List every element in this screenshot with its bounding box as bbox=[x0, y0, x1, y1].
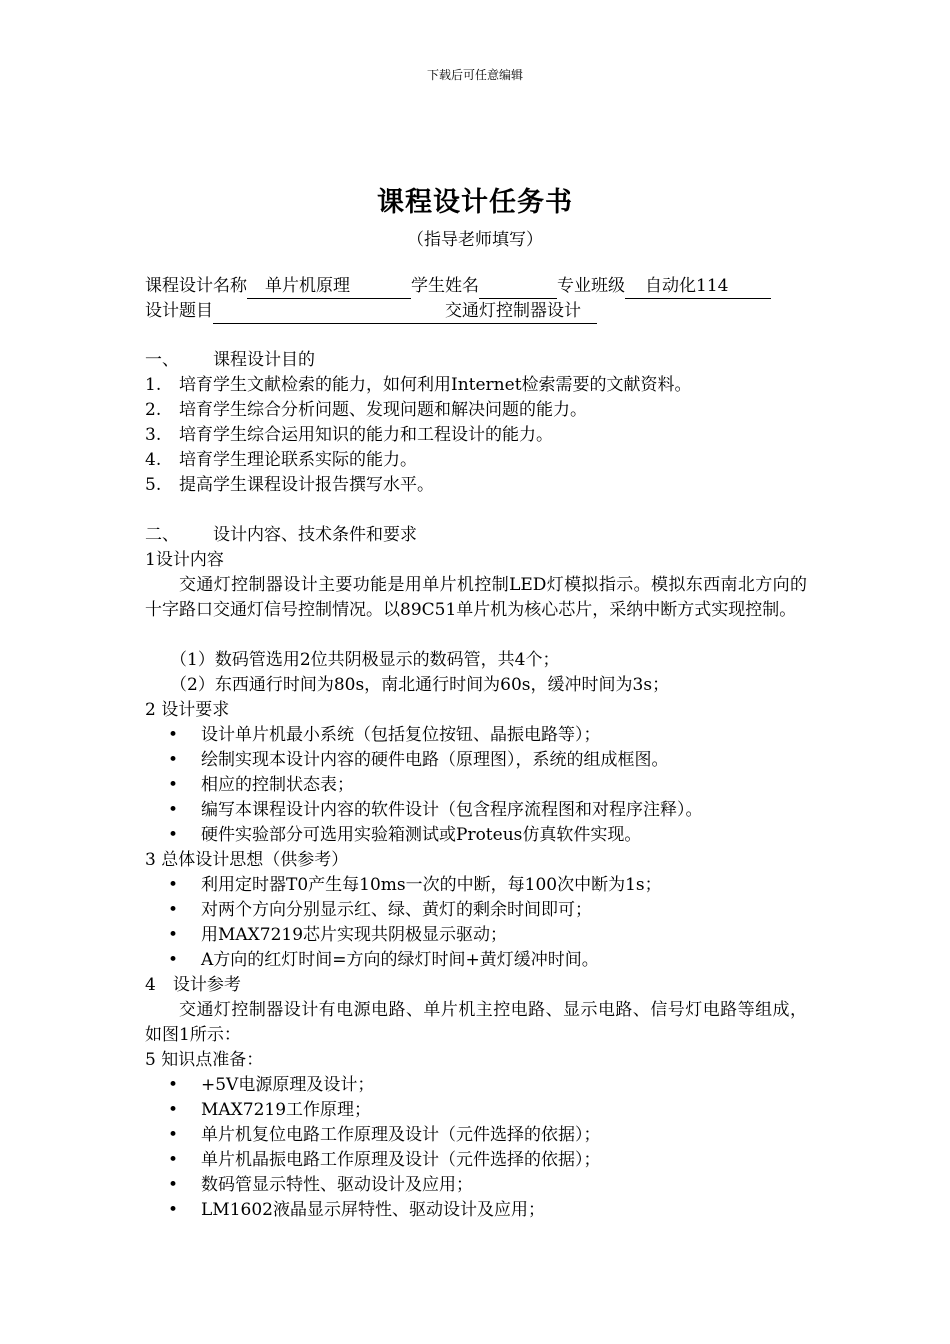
sub3-item: 用MAX7219芯片实现共阴极显示驱动； bbox=[201, 925, 508, 945]
section1-heading bbox=[145, 348, 315, 373]
section2-number: 二、 bbox=[145, 525, 179, 545]
item-number: 2. bbox=[145, 400, 162, 420]
sub4-title: 4 设计参考 bbox=[145, 975, 241, 995]
sub1-item: （1）数码管选用2位共阴极显示的数码管，共4个； bbox=[170, 650, 560, 670]
bullet-icon: • bbox=[168, 1125, 179, 1145]
section2-heading bbox=[145, 523, 417, 548]
document-subtitle: （指导老师填写） bbox=[407, 230, 543, 250]
course-label: 课程设计名称 bbox=[145, 276, 247, 296]
sub2-item: 硬件实验部分可选用实验箱测试或Proteus仿真软件实现。 bbox=[201, 825, 642, 845]
section1-title: 课程设计目的 bbox=[213, 350, 315, 370]
section1-item bbox=[145, 423, 553, 448]
bullet-icon: • bbox=[168, 750, 179, 770]
sub2-item: 绘制实现本设计内容的硬件电路（原理图），系统的组成框图。 bbox=[201, 750, 669, 770]
bullet-icon: • bbox=[168, 1150, 179, 1170]
section1-number: 一、 bbox=[145, 350, 179, 370]
topic-value: 交通灯控制器设计 bbox=[445, 301, 581, 321]
header-note: 下载后可任意编辑 bbox=[426, 68, 523, 82]
document-title: 课程设计任务书 bbox=[377, 187, 573, 218]
sub4-paragraph: 交通灯控制器设计有电源电路、单片机主控电路、显示电路、信号灯电路等组成，如图1所示： bbox=[145, 1000, 807, 1045]
bullet-icon: • bbox=[168, 1100, 179, 1120]
section2-title: 设计内容、技术条件和要求 bbox=[213, 525, 417, 545]
sub5-item: 单片机晶振电路工作原理及设计（元件选择的依据）； bbox=[201, 1150, 601, 1170]
student-label: 学生姓名 bbox=[411, 276, 479, 296]
sub5-item: MAX7219工作原理； bbox=[201, 1100, 372, 1120]
item-number: 1. bbox=[145, 375, 162, 395]
bullet-icon: • bbox=[168, 825, 179, 845]
sub3-item: 利用定时器T0产生每10ms一次的中断，每100次中断为1s； bbox=[201, 875, 662, 895]
topic-value-field bbox=[213, 300, 597, 324]
item-text: 培育学生文献检索的能力，如何利用Internet检索需要的文献资料。 bbox=[179, 375, 692, 395]
info-line-course bbox=[145, 274, 771, 299]
item-number: 5. bbox=[145, 475, 162, 495]
sub5-item: 单片机复位电路工作原理及设计（元件选择的依据）； bbox=[201, 1125, 601, 1145]
course-value-field bbox=[247, 275, 411, 299]
student-value-field bbox=[479, 275, 557, 299]
bullet-icon: • bbox=[168, 1200, 179, 1220]
sub5-item: LM1602液晶显示屏特性、驱动设计及应用； bbox=[201, 1200, 545, 1220]
sub5-item: +5V电源原理及设计； bbox=[201, 1075, 375, 1095]
bullet-icon: • bbox=[168, 950, 179, 970]
section1-item bbox=[145, 448, 417, 473]
sub3-item: 对两个方向分别显示红、绿、黄灯的剩余时间即可； bbox=[201, 900, 592, 920]
section1-item bbox=[145, 473, 434, 498]
bullet-icon: • bbox=[168, 1175, 179, 1195]
sub1-item: （2）东西通行时间为80s，南北通行时间为60s，缓冲时间为3s； bbox=[170, 675, 670, 695]
sub3-title: 3 总体设计思想（供参考） bbox=[145, 850, 349, 870]
class-value: 自动化114 bbox=[645, 276, 729, 296]
info-line-topic bbox=[145, 299, 597, 324]
bullet-icon: • bbox=[168, 775, 179, 795]
topic-label: 设计题目 bbox=[145, 301, 213, 321]
item-number: 4. bbox=[145, 450, 162, 470]
sub3-item: A方向的红灯时间=方向的绿灯时间+黄灯缓冲时间。 bbox=[201, 950, 599, 970]
sub2-title: 2 设计要求 bbox=[145, 700, 230, 720]
course-value: 单片机原理 bbox=[265, 276, 350, 296]
sub1-paragraph: 交通灯控制器设计主要功能是用单片机控制LED灯模拟指示。模拟东西南北方向的十字路口交通灯信号控制情况。以89C51单片机为核心芯片，采纳中断方式实现控制。 bbox=[145, 575, 807, 620]
sub1-title: 1设计内容 bbox=[145, 550, 224, 570]
bullet-icon: • bbox=[168, 1075, 179, 1095]
bullet-icon: • bbox=[168, 900, 179, 920]
sub5-item: 数码管显示特性、驱动设计及应用； bbox=[201, 1175, 473, 1195]
section1-item bbox=[145, 373, 692, 398]
item-number: 3. bbox=[145, 425, 162, 445]
sub5-title: 5 知识点准备： bbox=[145, 1050, 264, 1070]
bullet-icon: • bbox=[168, 925, 179, 945]
bullet-icon: • bbox=[168, 800, 179, 820]
class-value-field bbox=[625, 275, 771, 299]
item-text: 培育学生理论联系实际的能力。 bbox=[179, 450, 417, 470]
item-text: 提高学生课程设计报告撰写水平。 bbox=[179, 475, 434, 495]
item-text: 培育学生综合运用知识的能力和工程设计的能力。 bbox=[179, 425, 553, 445]
section1-item bbox=[145, 398, 587, 423]
bullet-icon: • bbox=[168, 875, 179, 895]
class-label: 专业班级 bbox=[557, 276, 625, 296]
item-text: 培育学生综合分析问题、发现问题和解决问题的能力。 bbox=[179, 400, 587, 420]
sub2-item: 设计单片机最小系统（包括复位按钮、晶振电路等）； bbox=[201, 725, 601, 745]
sub2-item: 相应的控制状态表； bbox=[201, 775, 354, 795]
sub2-item: 编写本课程设计内容的软件设计（包含程序流程图和对程序注释）。 bbox=[201, 800, 703, 820]
bullet-icon: • bbox=[168, 725, 179, 745]
